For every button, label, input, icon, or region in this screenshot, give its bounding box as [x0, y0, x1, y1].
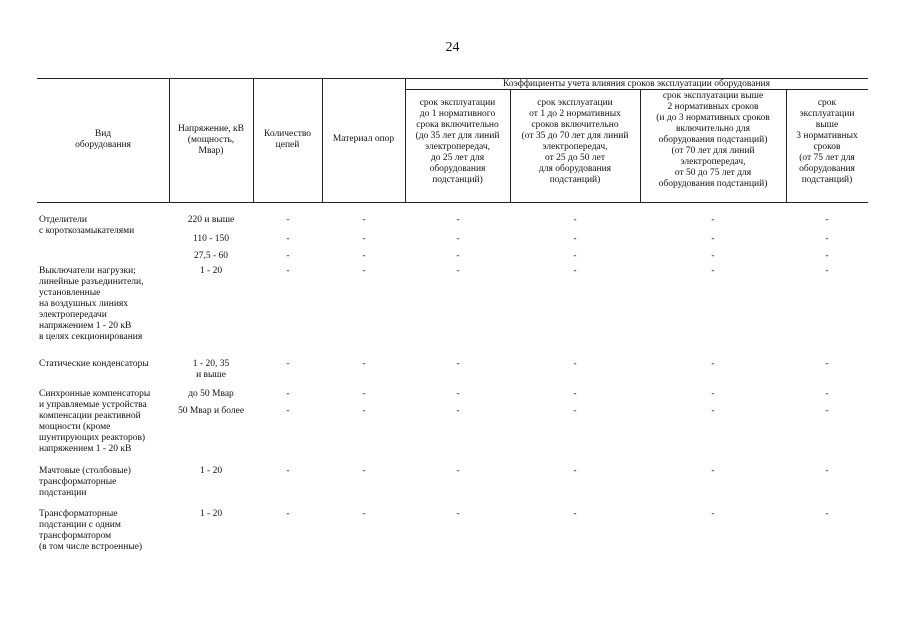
table-cell: -: [286, 406, 290, 416]
table-cell: -: [362, 215, 366, 225]
table-cell: -: [573, 266, 577, 276]
table-cell: -: [711, 466, 715, 476]
table-cell: -: [825, 389, 829, 399]
header-bottom-rule: [37, 202, 868, 203]
header-sub-4: срок эксплуатации выше 3 нормативных сроков (от 75 лет для оборудования подстанций): [796, 98, 858, 185]
table-cell: -: [711, 509, 715, 519]
table-cell: -: [362, 266, 366, 276]
table-cell: -: [711, 406, 715, 416]
table-cell: -: [825, 215, 829, 225]
table-cell: -: [362, 406, 366, 416]
table-cell: -: [286, 466, 290, 476]
row-voltage: 50 Мвар и более: [177, 406, 245, 416]
header-sub-1: срок эксплуатации до 1 нормативного срока включительно (до 35 лет для линий электропередач, до 25 лет для оборудования подстанций): [415, 98, 500, 185]
table-cell: -: [711, 234, 715, 244]
table-cell: -: [825, 466, 829, 476]
table-cell: -: [711, 266, 715, 276]
table-cell: -: [825, 359, 829, 369]
table-cell: -: [573, 389, 577, 399]
table-cell: -: [456, 466, 460, 476]
page-number: 24: [445, 40, 460, 55]
table-cell: -: [286, 389, 290, 399]
table-cell: -: [362, 466, 366, 476]
table-cell: -: [456, 251, 460, 261]
header-voltage: Напряжение, кВ (мощность, Мвар): [178, 124, 244, 156]
header-pole-material: Материал опор: [332, 134, 395, 144]
table-cell: -: [825, 406, 829, 416]
table-cell: -: [286, 359, 290, 369]
row-name-separators: Отделители с короткозамыкателями: [39, 215, 135, 236]
table-cell: -: [573, 251, 577, 261]
table-cell: -: [573, 234, 577, 244]
table-cell: -: [456, 406, 460, 416]
table-cell: -: [362, 389, 366, 399]
row-name-transformer-substations: Трансформаторные подстанции с одним трансформатором (в том числе встроенные): [39, 509, 143, 552]
table-cell: -: [286, 509, 290, 519]
table-cell: -: [456, 509, 460, 519]
table-cell: -: [286, 251, 290, 261]
row-name-load-switches: Выключатели нагрузки; линейные разъединители, установленные на воздушных линиях электропередачи напряжением 1 - 20 кВ в целях секционирования: [39, 266, 144, 342]
header-vid: Вид оборудования: [75, 129, 131, 150]
row-voltage: 1 - 20: [199, 266, 223, 276]
table-cell: -: [573, 215, 577, 225]
header-coefficients-group: Коэффициенты учета влияния сроков эксплуатации оборудования: [502, 79, 770, 89]
row-voltage: 1 - 20, 35 и выше: [192, 359, 230, 380]
table-cell: -: [456, 234, 460, 244]
row-voltage: 1 - 20: [199, 466, 223, 476]
table-cell: -: [362, 251, 366, 261]
table-cell: -: [573, 466, 577, 476]
table-cell: -: [825, 509, 829, 519]
table-cell: -: [286, 215, 290, 225]
row-name-synchronous-compensators: Синхронные компенсаторы и управляемые устройства компенсации реактивной мощности (кроме шунтирующих реакторов) напряжением 1 - 20 кВ: [39, 389, 151, 454]
row-name-mast-substations: Мачтовые (столбовые) трансформаторные подстанции: [39, 466, 131, 498]
row-voltage: 110 - 150: [192, 234, 230, 244]
row-voltage: 220 и выше: [187, 215, 235, 225]
table-cell: -: [573, 509, 577, 519]
table-cell: -: [362, 509, 366, 519]
table-cell: -: [362, 359, 366, 369]
row-voltage: 1 - 20: [199, 509, 223, 519]
table-cell: -: [825, 234, 829, 244]
table-cell: -: [573, 359, 577, 369]
table-cell: -: [825, 251, 829, 261]
table-cell: -: [711, 359, 715, 369]
table-cell: -: [456, 359, 460, 369]
table-cell: -: [711, 251, 715, 261]
table-cell: -: [286, 266, 290, 276]
table-cell: -: [456, 389, 460, 399]
table-cell: -: [573, 406, 577, 416]
table-cell: -: [825, 266, 829, 276]
row-name-static-capacitors: Статические конденсаторы: [39, 359, 149, 369]
table-cell: -: [711, 389, 715, 399]
table-cell: -: [286, 234, 290, 244]
header-sub-3: срок эксплуатации выше 2 нормативных сроков (и до 3 нормативных сроков включительно для оборудования подстанций) (от 70 лет для линий электропередач, от 50 до 75 лет для оборудования подстанций): [656, 91, 770, 189]
table-cell: -: [362, 234, 366, 244]
header-circuits: Количество цепей: [263, 129, 312, 150]
row-voltage: до 50 Мвар: [188, 389, 234, 399]
table-cell: -: [456, 266, 460, 276]
table-cell: -: [711, 215, 715, 225]
row-voltage: 27,5 - 60: [193, 251, 229, 261]
table-cell: -: [456, 215, 460, 225]
header-sub-2: срок эксплуатации от 1 до 2 нормативных сроков включительно (от 35 до 70 лет для линий электропередач, от 25 до 50 лет для оборудования подстанций): [521, 98, 629, 185]
